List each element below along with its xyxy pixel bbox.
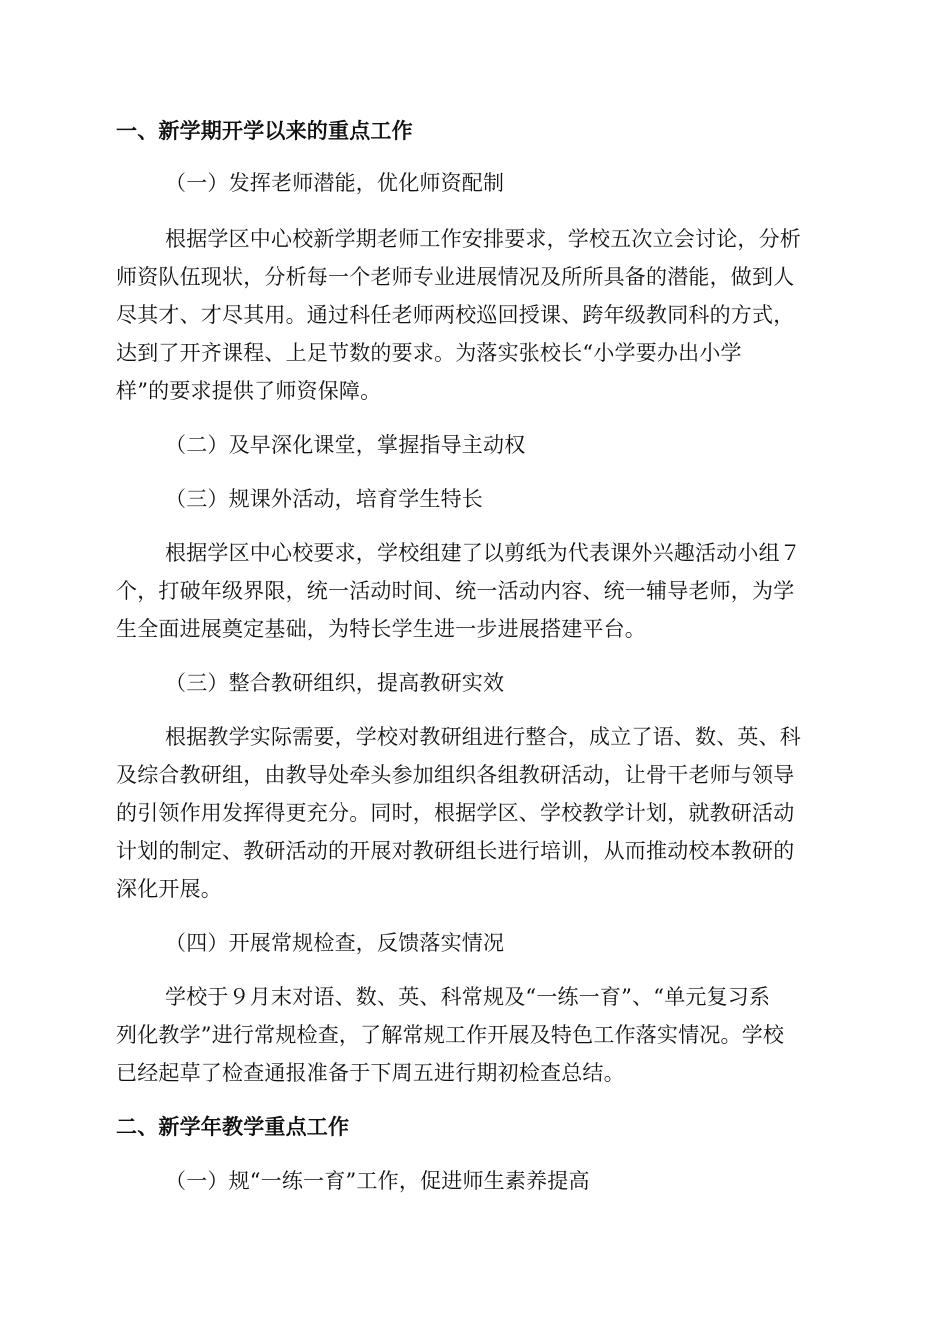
paragraph-line: 列化教学”进行常规检查，了解常规工作开展及特色工作落实情况。学校 bbox=[116, 1023, 785, 1047]
paragraph-line: 根据教学实际需要，学校对教研组进行整合，成立了语、数、英、科 bbox=[165, 725, 801, 749]
section-heading: 二、新学年教学重点工作 bbox=[116, 1115, 350, 1139]
paragraph-line: 个，打破年级界限，统一活动时间、统一活动内容、统一辅导老师，为学 bbox=[116, 579, 795, 603]
paragraph-line: 的引领作用发挥得更充分。同时，根据学区、学校教学计划，就教研活动 bbox=[116, 801, 795, 825]
paragraph-line: 达到了开齐课程、上足节数的要求。为落实张校长“小学要办出小学 bbox=[116, 341, 742, 365]
paragraph-line: 师资队伍现状，分析每一个老师专业进展情况及所所具备的潜能，做到人 bbox=[116, 265, 795, 289]
paragraph-line: 已经起草了检查通报准备于下周五进行期初检查总结。 bbox=[116, 1061, 625, 1085]
paragraph-line: 学校于９月末对语、数、英、科常规及“一练一育”、“单元复习系 bbox=[165, 985, 771, 1009]
subsection-title: （四）开展常规检查，反馈落实情况 bbox=[165, 931, 505, 955]
paragraph-line: 样”的要求提供了师资保障。 bbox=[116, 379, 382, 403]
subsection-title: （一）发挥老师潜能，优化师资配制 bbox=[165, 171, 505, 195]
subsection-title: （三）整合教研组织，提高教研实效 bbox=[165, 671, 505, 695]
subsection-title: （二）及早深化课堂，掌握指导主动权 bbox=[165, 433, 526, 457]
section-heading: 一、新学期开学以来的重点工作 bbox=[116, 119, 413, 143]
paragraph-line: 生全面进展奠定基础，为特长学生进一步进展搭建平台。 bbox=[116, 617, 646, 641]
subsection-title: （三）规课外活动，培育学生特长 bbox=[165, 487, 483, 511]
paragraph-line: 根据学区中心校新学期老师工作安排要求，学校五次立会讨论，分析 bbox=[165, 227, 801, 251]
subsection-title: （一）规“一练一育”工作，促进师生素养提高 bbox=[165, 1169, 590, 1193]
paragraph-line: 计划的制定、教研活动的开展对教研组长进行培训，从而推动校本教研的 bbox=[116, 839, 795, 863]
paragraph-line: 及综合教研组，由教导处牵头参加组织各组教研活动，让骨干老师与领导 bbox=[116, 763, 795, 787]
paragraph-line: 尽其才、才尽其用。通过科任老师两校巡回授课、跨年级教同科的方式， bbox=[116, 303, 795, 327]
paragraph-line: 根据学区中心校要求，学校组建了以剪纸为代表课外兴趣活动小组７ bbox=[165, 541, 801, 565]
paragraph-line: 深化开展。 bbox=[116, 877, 222, 901]
